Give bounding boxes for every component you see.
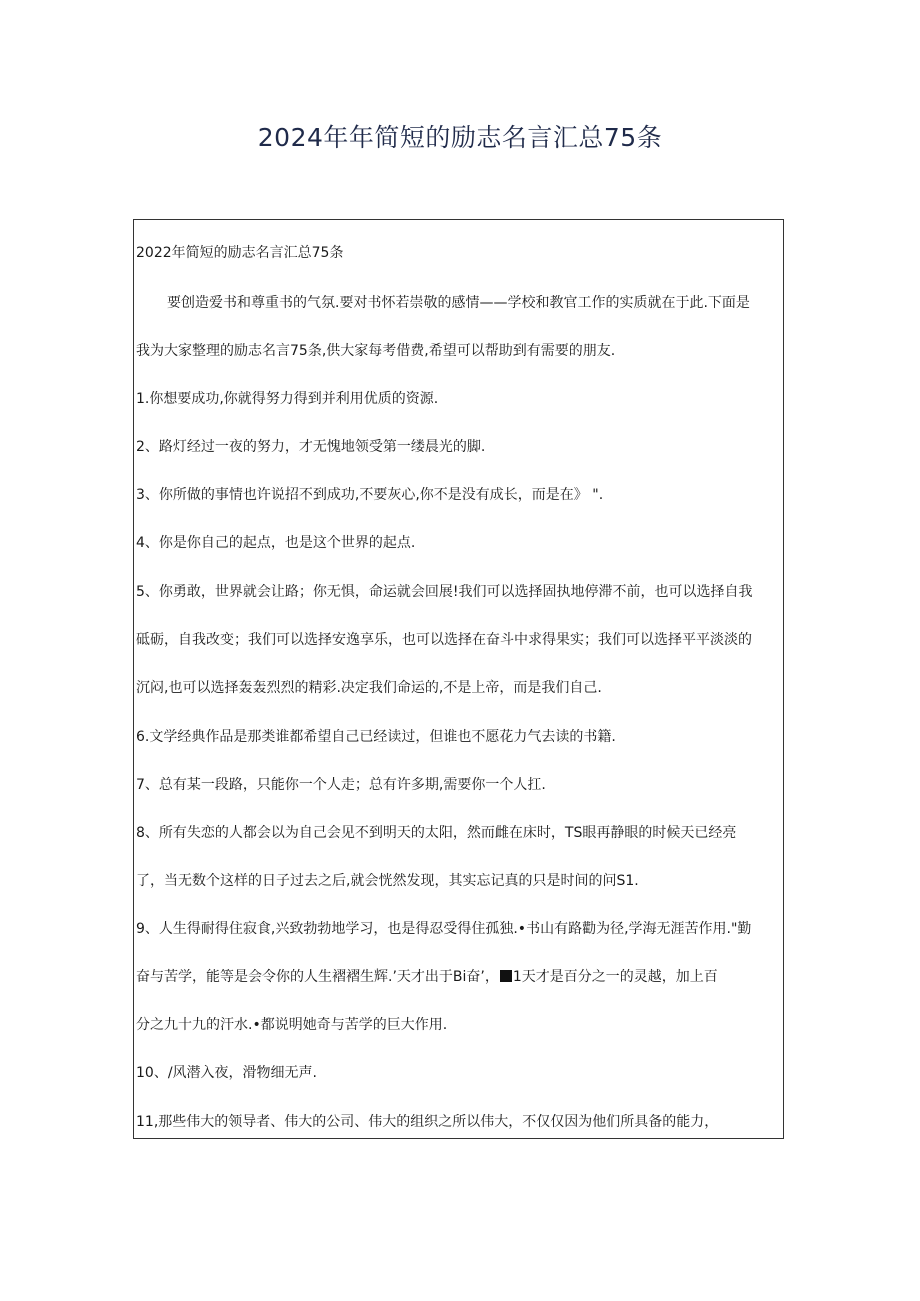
quote-8-line-1: 8、所有失恋的人都会以为自己会见不到明天的太阳，然而雌在床时，TS眼再静眼的时候天已经亮: [136, 825, 737, 841]
quote-9-line-3: 分之九十九的汗水.•都说明她奇与苦学的巨大作用.: [136, 1017, 448, 1033]
quote-5-line-1: 5、你勇敢，世界就会让路；你无惧，命运就会回展!我们可以选择固执地停滞不前，也可以选择自我: [136, 584, 753, 600]
document-body: [133, 219, 784, 1139]
quote-9-line-2: [136, 967, 781, 987]
quote-11-line-1: 11,那些伟大的领导者、伟大的公司、伟大的组织之所以伟大，不仅仅因为他们所具备的能力，: [136, 1114, 719, 1130]
quote-10: 10、/风潜入夜，滑物细无声.: [136, 1065, 317, 1081]
quote-5-line-2: 砥砺，自我改变；我们可以选择安逸享乐，也可以选择在奋斗中求得果实；我们可以选择平平淡淡的: [136, 632, 752, 648]
quote-9-line-2-end: 1天才是百分之一的灵越，加上百: [512, 969, 718, 985]
intro-paragraph-line-1: 要创造爱书和尊重书的气氛.要对书怀若崇敬的感情——学校和教官工作的实质就在于此.下面是: [167, 295, 750, 311]
quote-2: 2、路灯经过一夜的努力，才无愧地领受第一缕晨光的脚.: [136, 439, 486, 455]
quote-8-line-2: 了，当无数个这样的日子过去之后,就会恍然发现，其实忘记真的只是时间的问S1.: [136, 873, 639, 889]
quote-6: 6.文学经典作品是那类谁都希望自己已经读过，但谁也不愿花力气去读的书籍.: [136, 729, 616, 745]
quote-9-line-1: 9、人生得耐得住寂食,兴致勃勃地学习，也是得忍受得住孤独.•书山有路勸为径,学海无涯苦作用."勤: [136, 921, 752, 937]
quote-1: 1.你想要成功,你就得努力得到并利用优质的资源.: [136, 391, 439, 407]
quote-7: 7、总有某一段路，只能你一个人走；总有许多期,需要你一个人扛.: [136, 777, 546, 793]
document-title: 2024年年简短的励志名言汇总75条: [257, 123, 663, 152]
quote-3: 3、你所做的事情也许说招不到成功,不要灰心,你不是没有成长，而是在》 ".: [136, 487, 604, 503]
quote-4: 4、你是你自己的起点，也是这个世界的起点.: [136, 535, 416, 551]
black-square-icon: [500, 970, 512, 982]
quote-5-line-3: 沉闷,也可以选择轰轰烈烈的精彩.决定我们命运的,不是上帝，而是我们自己.: [136, 680, 602, 696]
quote-9-line-2-start: 奋与苦学，能等是会令你的人生褶褶生辉.’天才出于Bi奋’，: [136, 969, 499, 985]
body-subtitle: 2022年简短的励志名言汇总75条: [136, 245, 344, 261]
intro-paragraph-line-2: 我为大家整理的励志名言75条,供大家每考借费,希望可以帮助到有需要的朋友.: [136, 343, 616, 359]
